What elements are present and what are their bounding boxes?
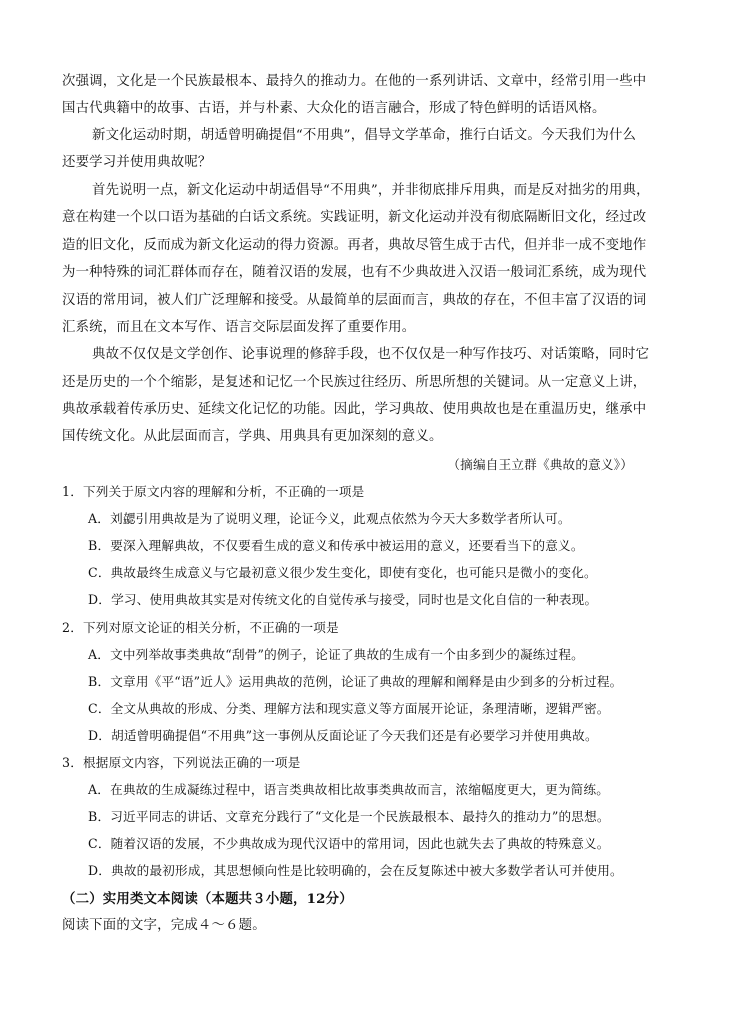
passage-line: 造的旧文化，反而成为新文化运动的得力资源。再者，典故尽管生成于古代，但并非一成不变地作 [62,238,647,253]
passage-line: 汉语的常用词，被人们广泛理解和接受。从最简单的层面而言，典故的存在，不但丰富了汉语的词 [62,293,647,308]
answer-option: C．随着汉语的发展，不少典故成为现代汉语中的常用词，因此也就失去了典故的特殊意义。 [88,836,610,851]
passage-line: 典故不仅仅是文学创作、论事说理的修辞手段，也不仅仅是一种写作技巧、对话策略，同时它 [92,347,650,362]
passage-line: 汇系统，而且在文本写作、语言交际层面发挥了重要作用。 [62,320,416,335]
passage-line: 为一种特殊的词汇群体而存在，随着汉语的发展，也有不少典故进入汉语一般词汇系统，成为现代 [62,265,647,280]
answer-option: C．全文从典故的形成、分类、理解方法和现实意义等方面展开论证，条理清晰，逻辑严密。 [88,701,610,716]
question-stem: 1．下列关于原文内容的理解和分析，不正确的一项是 [62,484,365,499]
passage-line: 新文化运动时期，胡适曾明确提倡“不用典”，倡导文学革命，推行白话文。今天我们为什么 [92,128,637,143]
question-stem: 2．下列对原文论证的相关分析，不正确的一项是 [62,620,339,635]
answer-option: D．胡适曾明确提倡“不用典”这一事例从反面论证了今天我们还是有必要学习并使用典故。 [88,728,598,743]
question-stem: 3．根据原文内容，下列说法正确的一项是 [62,755,301,770]
answer-option: D．学习、使用典故其实是对传统文化的自觉传承与接受，同时也是文化自信的一种表现。 [88,592,598,607]
passage-line: 国古代典籍中的故事、古语，并与朴素、大众化的语言融合，形成了特色鲜明的话语风格。 [62,101,606,116]
passage-line: 次强调，文化是一个民族最根本、最持久的推动力。在他的一系列讲话、文章中，经常引用一些中 [62,74,647,89]
answer-option: A．在典故的生成凝练过程中，语言类典故相比故事类典故而言，浓缩幅度更大，更为简练。 [88,782,610,797]
answer-option: A．文中列举故事类典故“刮骨”的例子，论证了典故的生成有一个由多到少的凝练过程。 [88,647,584,662]
section-instruction: 阅读下面的文字，完成４～６题。 [62,918,266,933]
passage-line: 典故承载着传承历史、延续文化记忆的功能。因此，学习典故、使用典故也是在重温历史，继承中 [62,402,647,417]
passage-line: 首先说明一点，新文化运动中胡适倡导“不用典”，并非彻底排斥用典，而是反对拙劣的用典， [92,183,650,198]
passage-line: 国传统文化。从此层面而言，学典、用典具有更加深刻的意义。 [62,429,443,444]
answer-option: B．习近平同志的讲话、文章充分践行了“文化是一个民族最根本、最持久的推动力”的思想。 [88,809,610,824]
answer-option: B．文章用《平“语”近人》运用典故的范例，论证了典故的理解和阐释是由少到多的分析过程。 [88,674,623,689]
passage-line: 意在构建一个以口语为基础的白话文系统。实践证明，新文化运动并没有彻底隔断旧文化，经过改 [62,210,647,225]
passage-line: 还要学习并使用典故呢？ [62,155,212,170]
section-heading: （二）实用类文本阅读（本题共３小题，12分） [62,891,353,907]
answer-option: B．要深入理解典故，不仅要看生成的意义和传承中被运用的意义，还要看当下的意义。 [88,538,584,553]
answer-option: C．典故最终生成意义与它最初意义很少发生变化，即使有变化，也可能只是微小的变化。 [88,565,597,580]
passage-line: 还是历史的一个个缩影，是复述和记忆一个民族过往经历、所思所想的关键词。从一定意义上讲， [62,375,647,390]
passage-source: （摘编自王立群《典故的意义》） [447,457,633,472]
answer-option: A．刘勰引用典故是为了说明义理，论证今义，此观点依然为今天大多数学者所认可。 [88,511,571,526]
answer-option: D．典故的最初形成，其思想倾向性是比较明确的，会在反复陈述中被大多数学者认可并使用。 [88,863,623,878]
